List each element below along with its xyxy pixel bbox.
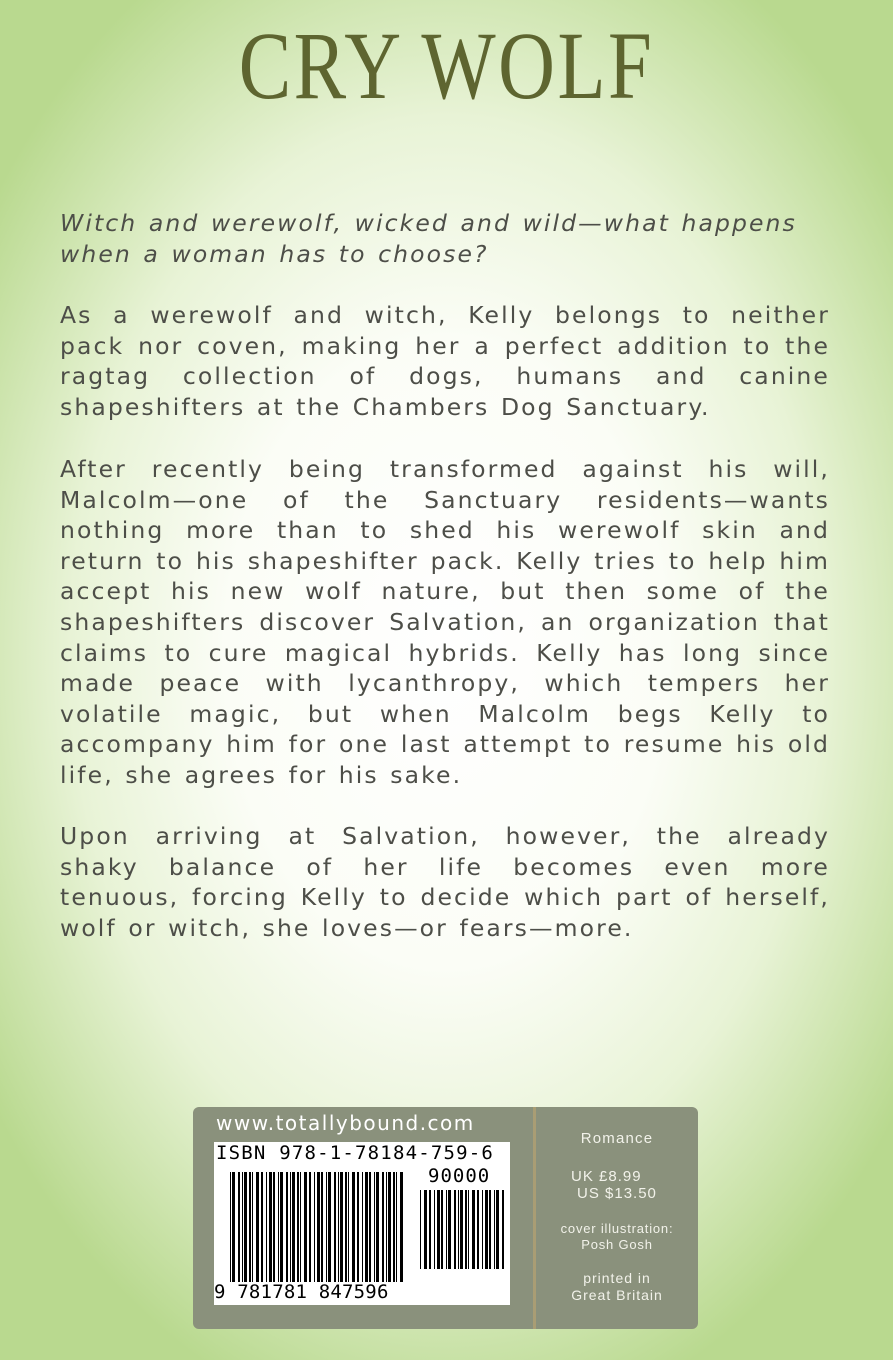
barcode-bar bbox=[424, 1190, 427, 1269]
genre-label: Romance bbox=[580, 1130, 654, 1147]
barcode-panel bbox=[193, 1107, 698, 1329]
cover-credit-name: Posh Gosh bbox=[581, 1237, 653, 1252]
barcode-bar bbox=[446, 1190, 447, 1269]
barcode-bar bbox=[348, 1172, 349, 1282]
barcode-bar bbox=[434, 1190, 435, 1269]
barcode-bar bbox=[278, 1172, 279, 1282]
barcode-bar bbox=[365, 1172, 368, 1282]
price-us: US $13.50 bbox=[577, 1185, 657, 1202]
blurb-paragraph-2: After recently being transformed against his will, Malcolm—one of the Sanctuary residents—wants nothing more than to shed his werewolf skin and return to his shapeshifter pack. Kelly tries to help him accept his new wolf nature, but then some of the shapeshifters discover Salvation, an organization that claims to cure magical hybrids. Kelly has long since made peace with lycanthropy, which tempers her volatile magic, but when Malcolm begs Kelly to accompany him for one last attempt to resume his old life, she agrees for his sake. bbox=[60, 455, 830, 789]
barcode-bar bbox=[249, 1172, 251, 1282]
barcode-bar bbox=[362, 1172, 363, 1282]
barcode-bar bbox=[309, 1172, 311, 1282]
barcode-bar bbox=[252, 1172, 253, 1282]
barcode-bar bbox=[290, 1172, 291, 1282]
barcode-bar bbox=[321, 1172, 323, 1282]
barcode-bar bbox=[256, 1172, 259, 1282]
barcode-bar bbox=[280, 1172, 283, 1282]
isbn-label: ISBN 978-1-78184-759-6 bbox=[216, 1142, 495, 1164]
barcode-bar bbox=[357, 1172, 359, 1282]
barcode-bar bbox=[454, 1190, 456, 1269]
book-title: CRY WOLF bbox=[238, 12, 655, 119]
barcode-bar bbox=[465, 1190, 467, 1269]
barcode-bar bbox=[314, 1172, 315, 1282]
barcode-bar bbox=[338, 1172, 339, 1282]
publisher-url: www.totallybound.com bbox=[216, 1111, 475, 1135]
ean-barcode bbox=[230, 1172, 403, 1282]
price-addon-code: 90000 bbox=[428, 1165, 491, 1187]
barcode-bar bbox=[238, 1172, 240, 1282]
barcode-bar bbox=[472, 1190, 475, 1269]
barcode-bar bbox=[269, 1172, 272, 1282]
barcode-bar bbox=[489, 1190, 491, 1269]
tagline: Witch and werewolf, wicked and wild—what happens when a woman has to choose? bbox=[60, 209, 797, 268]
barcode-bar bbox=[494, 1190, 495, 1269]
barcode-bar bbox=[374, 1172, 375, 1282]
barcode-bar bbox=[369, 1172, 371, 1282]
barcode-bar bbox=[326, 1172, 327, 1282]
barcode-bar bbox=[429, 1190, 431, 1269]
barcode-box bbox=[214, 1142, 510, 1305]
barcode-bar bbox=[400, 1172, 403, 1282]
barcode-bar bbox=[345, 1172, 347, 1282]
barcode-bar bbox=[386, 1172, 387, 1282]
price-uk: UK £8.99 bbox=[571, 1168, 642, 1185]
barcode-bar bbox=[352, 1172, 355, 1282]
printed-in-country: Great Britain bbox=[571, 1287, 663, 1303]
barcode-bar bbox=[334, 1172, 336, 1282]
barcode-bar bbox=[396, 1172, 397, 1282]
barcode-bar bbox=[242, 1172, 243, 1282]
barcode-bar bbox=[485, 1190, 488, 1269]
barcode-bar bbox=[441, 1190, 443, 1269]
barcode-bar bbox=[232, 1172, 235, 1282]
barcode-bar bbox=[230, 1172, 231, 1282]
barcode-bar bbox=[496, 1190, 499, 1269]
barcode-bar bbox=[477, 1190, 479, 1269]
printed-in-label: printed in bbox=[583, 1270, 651, 1286]
barcode-bar bbox=[292, 1172, 295, 1282]
barcode-bar bbox=[482, 1190, 483, 1269]
barcode-bar bbox=[317, 1172, 320, 1282]
ean-digits: 9 781781 847596 bbox=[214, 1281, 389, 1303]
barcode-bar bbox=[261, 1172, 263, 1282]
barcode-bar bbox=[328, 1172, 331, 1282]
barcode-bar bbox=[300, 1172, 301, 1282]
barcode-bar bbox=[460, 1190, 463, 1269]
barcode-bar bbox=[266, 1172, 267, 1282]
addon-barcode bbox=[420, 1190, 504, 1269]
barcode-bar bbox=[273, 1172, 275, 1282]
cover-credit-label: cover illustration: bbox=[560, 1221, 674, 1236]
barcode-bar bbox=[437, 1190, 440, 1269]
barcode-bar bbox=[420, 1190, 421, 1269]
barcode-bar bbox=[382, 1172, 384, 1282]
barcode-bar bbox=[297, 1172, 299, 1282]
barcode-bar bbox=[393, 1172, 395, 1282]
barcode-bar bbox=[448, 1190, 451, 1269]
barcode-bar bbox=[244, 1172, 247, 1282]
barcode-bar bbox=[340, 1172, 343, 1282]
barcode-bar bbox=[304, 1172, 307, 1282]
barcode-bar bbox=[468, 1190, 469, 1269]
barcode-bar bbox=[388, 1172, 391, 1282]
barcode-bar bbox=[458, 1190, 459, 1269]
barcode-bar bbox=[376, 1172, 379, 1282]
barcode-bar bbox=[286, 1172, 288, 1282]
blurb-paragraph-3: Upon arriving at Salvation, however, the already shaky balance of her life becomes even more tenuous, forcing Kelly to decide which part of herself, wolf or witch, she loves—or fears—more. bbox=[60, 822, 830, 942]
barcode-bar bbox=[502, 1190, 504, 1269]
blurb-paragraph-1: As a werewolf and witch, Kelly belongs to neither pack nor coven, making her a perfect addition to the ragtag collection of dogs, humans and canine shapeshifters at the Chambers Dog Sanctuary. bbox=[60, 301, 830, 421]
